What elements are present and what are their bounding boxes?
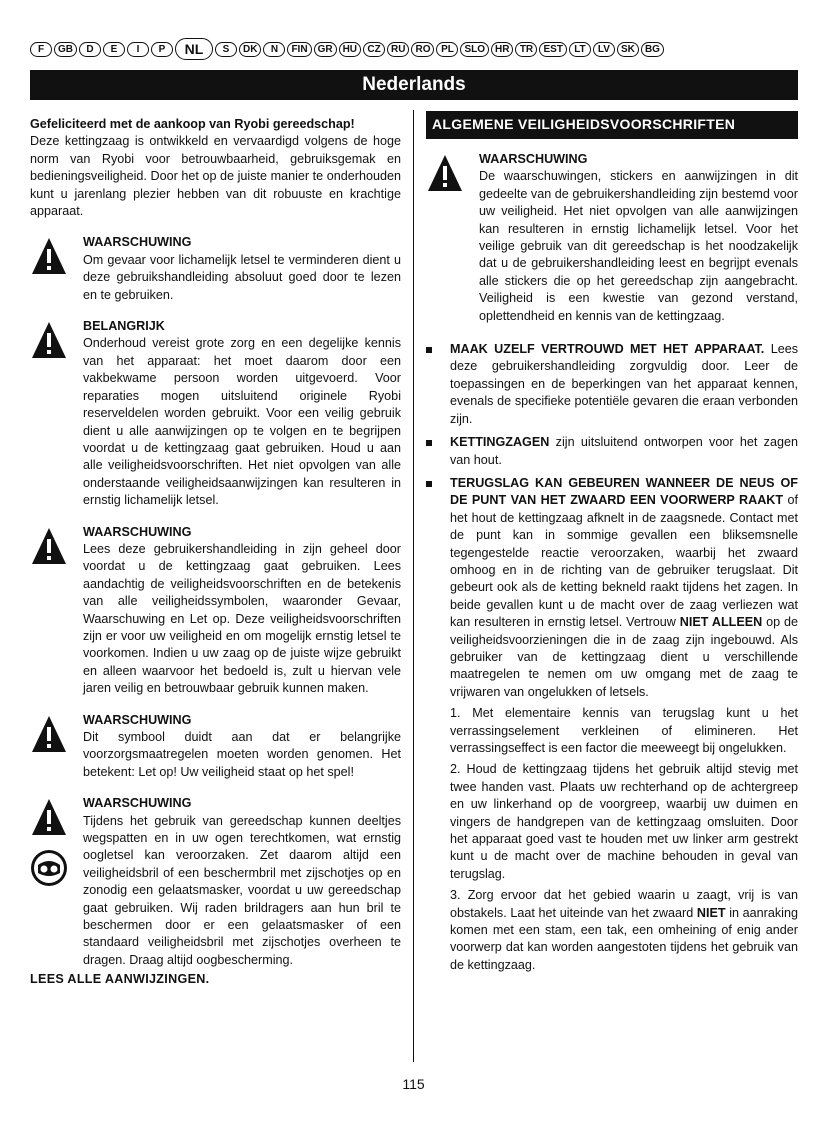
warning-heading: WAARSCHUWING: [479, 152, 588, 166]
bullet-square-icon: [426, 481, 432, 487]
lang-tab[interactable]: LV: [593, 42, 615, 57]
section-title: ALGEMENE VEILIGHEIDSVOORSCHRIFTEN: [426, 111, 798, 139]
warning-block: [426, 151, 798, 325]
warning-text: Om gevaar voor lichamelijk letsel te verminderen dient u deze gebruikshandleiding absoluut goed door te lezen en te gebruiken.: [83, 252, 401, 302]
warning-heading: WAARSCHUWING: [83, 235, 192, 250]
intro-text: Deze kettingzaag is ontwikkeld en vervaardigd volgens de hoge norm van Ryobi voor betrouwbaarheid, gebruiksgemak en bedieningsveiligheid. Door het op de juiste manier te onderhouden kunt u jarenlang plezier hebben van dit robuuste en krachtige apparaat.: [30, 134, 401, 219]
lang-tab[interactable]: HU: [339, 42, 361, 57]
page-title: Nederlands: [30, 70, 798, 100]
warning-triangle-icon: [30, 526, 68, 566]
bullet-square-icon: [426, 440, 432, 446]
warning-block: [30, 524, 401, 698]
warning-block: [30, 795, 401, 969]
intro-heading: Gefeliciteerd met de aankoop van Ryobi gereedschap!: [30, 117, 355, 131]
subpoint: 2. Houd de kettingzaag tijdens het gebruik altijd stevig met twee handen vast. Plaats uw rechterhand op de achtergreep en uw linkerhand op de voorgreep, waarbij uw duimen en vingers de handgrepen van de kettingzaag omsluiten. Door het apparaat goed vast te houden met uw linker arm gestrekt kunt u de macht over de machine behouden in geval van terugslag.: [450, 762, 798, 881]
warning-text: Lees deze gebruikershandleiding in zijn geheel door voordat u de kettingzaag gaat gebruiken. Lees aandachtig de veiligheidsvoorschriften en de betekenis van alle veiligheidssymbolen, waaronder Gevaar, Waarschuwing en Let op. Deze veiligheidsvoorschriften zijn er voor uw veiligheid en om mogelijk ernstig letsel te voorkomen. Indien u uw zaag op de juiste wijze gebruikt en alleen waarvoor het bedoeld is, zult u hiervan vele jaren veilig en betrouwbaar gebruik kunnen maken.: [83, 541, 401, 696]
bullet-square-icon: [426, 347, 432, 353]
lang-tab[interactable]: GR: [314, 42, 337, 57]
bullet-text: zijn uitsluitend ontworpen voor het zagen van hout.: [450, 435, 798, 467]
bullet-item: [426, 434, 798, 469]
bullet-text: Lees deze gebruikershandleiding zorgvuldig door. Leer de toepassingen en de beperkingen van het apparaat kennen, evenals de specifieke potentiële gevaren die eraan verbonden zijn.: [450, 342, 799, 426]
bullet-bold: NIET ALLEEN: [679, 615, 763, 630]
warning-heading: WAARSCHUWING: [83, 796, 192, 811]
lang-tab[interactable]: SK: [617, 42, 639, 57]
subpoint-text: 3. Zorg ervoor dat het gebied waarin u zaagt, vrij is van obstakels. Laat het uiteinde van het zwaard: [450, 888, 798, 920]
page-number: 115: [402, 1076, 425, 1092]
bullet-text: of het hout de kettingzaag afknelt in de zaagsnede. Contact met de punt kan in sommige gevallen een bliksemsnelle tegengestelde reactie veroorzaken, waarbij het zwaard omhoog en in de richting van de gebruiker terugslaat. Dit gebeurt ook als de ketting bekneld raakt tijdens het zagen. In beide gevallen kunt u de macht over de zaag verliezen wat kan resulteren in ernstig letsel. Vertrouw: [450, 493, 798, 630]
warning-triangle-icon: [30, 714, 68, 754]
lang-tab[interactable]: RO: [411, 42, 434, 57]
lang-tab[interactable]: CZ: [363, 42, 385, 57]
warning-block: [30, 234, 401, 304]
lang-tab[interactable]: S: [215, 42, 237, 57]
lang-tab[interactable]: RU: [387, 42, 409, 57]
lang-tab[interactable]: F: [30, 42, 52, 57]
lang-tab[interactable]: N: [263, 42, 285, 57]
bullet-item: [426, 341, 798, 428]
lang-tab[interactable]: SLO: [460, 42, 489, 57]
important-heading: BELANGRIJK: [83, 319, 165, 334]
bullet-bold: TERUGSLAG KAN GEBEUREN WANNEER DE NEUS OF DE PUNT VAN HET ZWAARD EEN VOORWERP RAAKT: [450, 475, 798, 508]
warning-triangle-icon: [30, 236, 68, 276]
warning-triangle-icon: [30, 320, 68, 360]
language-selector: [30, 38, 798, 60]
subpoint: 1. Met elementaire kennis van terugslag kunt u het verrassingselement verkleinen of elimineren. Het verrassingseffect is een factor die meeweegt bij ongelukken.: [450, 706, 798, 755]
important-block: [30, 318, 401, 509]
lang-tab[interactable]: P: [151, 42, 173, 57]
warning-triangle-icon: [30, 797, 68, 837]
lang-tab[interactable]: I: [127, 42, 149, 57]
safety-goggles-icon: [30, 849, 68, 887]
read-all-instructions: LEES ALLE AANWIJZINGEN.: [30, 972, 210, 987]
subpoint-bold: NIET: [696, 905, 726, 920]
right-column: [426, 111, 798, 974]
lang-tab[interactable]: D: [79, 42, 101, 57]
lang-tab[interactable]: BG: [641, 42, 664, 57]
lang-tab[interactable]: GB: [54, 42, 77, 57]
lang-tab[interactable]: DK: [239, 42, 261, 57]
warning-text: Dit symbool duidt aan dat er belangrijke voorzorgsmaatregelen moeten worden genomen. Het betekent: Let op! Uw veiligheid staat op het spel!: [83, 730, 401, 779]
lang-tab-active[interactable]: NL: [175, 38, 213, 60]
subpoint-text: in aanraking komen met een stam, een tak, een omheining of enig ander voorwerp dat kan worden aangestoten tijdens het gebruik van de kettingzaag.: [450, 905, 798, 972]
warning-heading: WAARSCHUWING: [83, 524, 192, 539]
lang-tab[interactable]: LT: [569, 42, 591, 57]
lang-tab[interactable]: PL: [436, 42, 458, 57]
warning-block: [30, 712, 401, 782]
lang-tab[interactable]: HR: [491, 42, 513, 57]
warning-text: De waarschuwingen, stickers en aanwijzingen in dit gedeelte van de gebruikershandleiding zijn bestemd voor uw veiligheid. Het niet opvolgen van alle aanwijzingen kan resulteren in ernstig lichamelijk letsel. Voor het veilige gebruik van dit gereedschap is het noodzakelijk dat u de gebruikershandleiding leest en begrijpt evenals alle stickers die op het gereedschap zijn aangebracht. Veiligheid is een kwestie van gezond verstand, oplettendheid en kennis van de kettingzaag.: [479, 169, 798, 323]
bullet-item: [426, 475, 798, 974]
subpoint: [450, 887, 798, 974]
left-column: [30, 116, 401, 989]
warning-text: Tijdens het gebruik van gereedschap kunnen deeltjes wegspatten en in uw ogen terechtkomen, wat ernstig oogletsel kan veroorzaken. Zet daarom altijd een veiligheidsbril of een beschermbril met zijschotjes op en zonodig een gelaatsmasker, voordat u uw gereedschap gaat gebruiken. Wij raden brildragers aan hun bril te beschermen door er een gelaatsmasker of een standaard veiligheidsbril met zijschotjes overheen te dragen. Draag altijd oogbescherming.: [83, 813, 401, 967]
intro-paragraph: [30, 116, 401, 220]
bullet-bold: MAAK UZELF VERTROUWD MET HET APPARAAT.: [450, 342, 765, 357]
warning-triangle-icon: [426, 153, 464, 193]
column-divider: [413, 110, 414, 1062]
important-text: Onderhoud vereist grote zorg en een degelijke kennis van het apparaat: het moet daarom door een vakbekwame persoon worden uitgevoerd. Voor reparaties mogen uitsluitend originele Ryobi reserveldelen worden gebruikt. Voor een veilig gebruik dient u alle aanwijzingen op te volgen en te begrijpen voordat u de kettingzaag gaat gebruiken. Houd u aan alle veiligheidsvoorschriften. Het niet opvolgen van alle onderstaande veiligheidsaanwijzingen kan resulteren in ernstig lichamelijk letsel.: [83, 336, 401, 508]
warning-heading: WAARSCHUWING: [83, 712, 192, 727]
bullet-text: op de veiligheidsvoorzieningen die in de zaag zijn ingebouwd. Als gebruiker van de kettingzaag dient u verschillende maatregelen te nemen om uw omgang met de zaag te vrijwaren van ongelukken of letsels.: [450, 615, 799, 699]
lang-tab[interactable]: FIN: [287, 42, 311, 57]
lang-tab[interactable]: E: [103, 42, 125, 57]
lang-tab[interactable]: TR: [515, 42, 537, 57]
bullet-bold: KETTINGZAGEN: [450, 435, 550, 450]
lang-tab[interactable]: EST: [539, 42, 566, 57]
